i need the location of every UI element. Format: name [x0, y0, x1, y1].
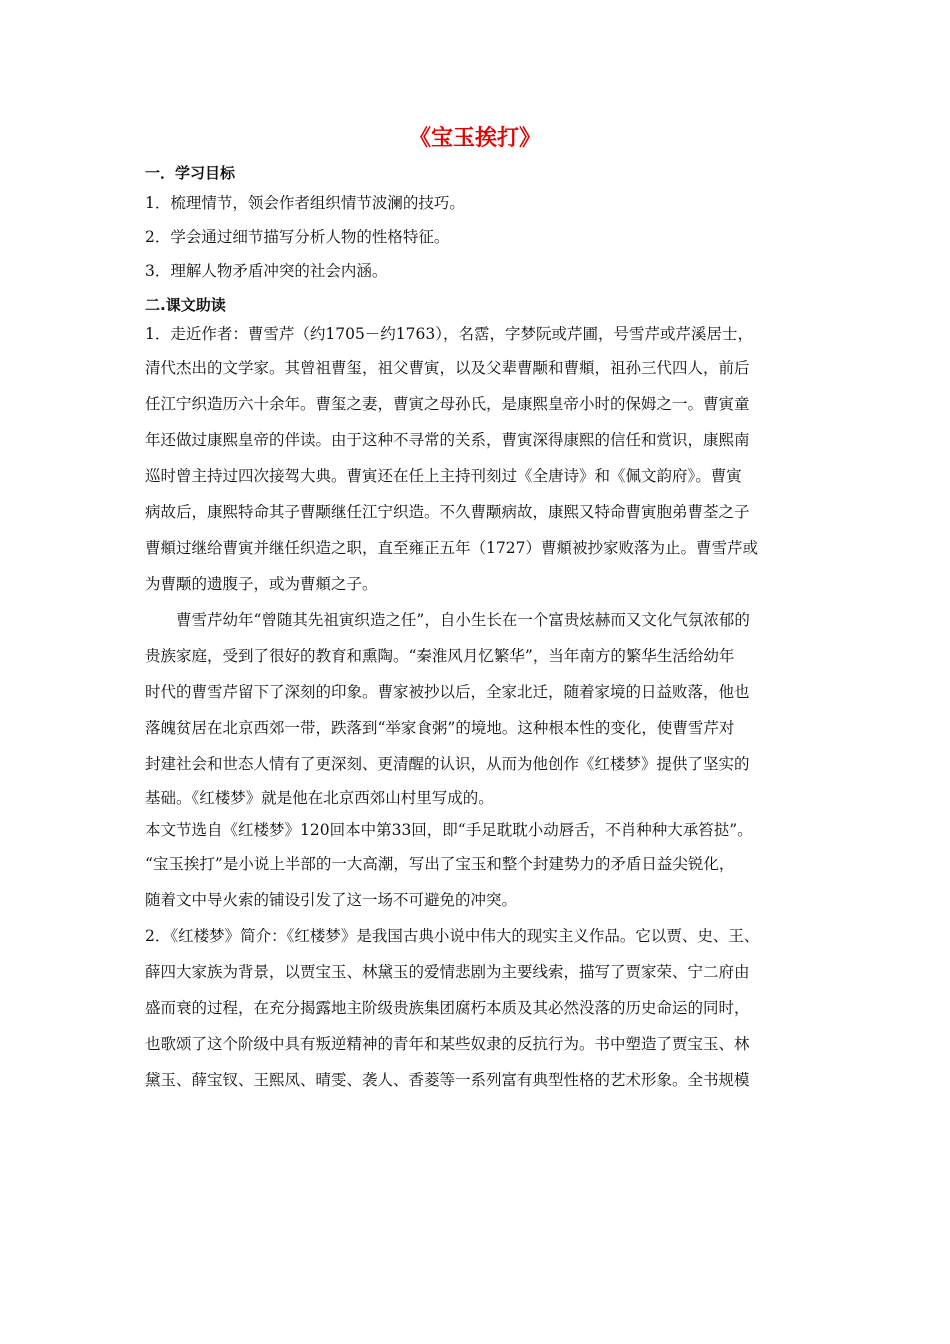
- text-line: 黛玉、薛宝钗、王熙凤、晴雯、袭人、香菱等一系列富有典型性格的艺术形象。全书规模: [145, 1071, 750, 1089]
- text-line: 病故后，康熙特命其子曹颙继任江宁织造。不久曹颙病故，康熙又特命曹寅胞弟曹荃之子: [145, 503, 750, 521]
- goal-item: 3．理解人物矛盾冲突的社会内涵。: [145, 262, 388, 280]
- goal-item: 1．梳理情节，领会作者组织情节波澜的技巧。: [145, 194, 465, 212]
- text-line: “宝玉挨打”是小说上半部的一大高潮，写出了宝玉和整个封建势力的矛盾日益尖锐化，: [145, 855, 735, 873]
- text-line: 随着文中导火索的铺设引发了这一场不可避免的冲突。: [145, 891, 518, 909]
- text-line: 也歌颂了这个阶级中具有叛逆精神的青年和某些奴隶的反抗行为。书中塑造了贾宝玉、林: [145, 1035, 750, 1053]
- text-line: 巡时曾主持过四次接驾大典。曹寅还在任上主持刊刻过《全唐诗》和《佩文韵府》。曹寅: [145, 467, 742, 485]
- text-line: 任江宁织造历六十余年。曹玺之妻，曹寅之母孙氏，是康熙皇帝小时的保姆之一。曹寅童: [145, 395, 750, 413]
- text-line: 薛四大家族为背景，以贾宝玉、林黛玉的爱情悲剧为主要线索，描写了贾家荣、宁二府由: [145, 963, 750, 981]
- text-line: 年还做过康熙皇帝的伴读。由于这种不寻常的关系，曹寅深得康熙的信任和赏识，康熙南: [145, 431, 750, 449]
- section-heading-goals: 一．学习目标: [145, 164, 236, 182]
- text-line: 1．走近作者：曹雪芹（约1705－约1763），名霑，字梦阮或芹圃，号雪芹或芹溪居士，: [145, 325, 754, 343]
- text-line: 时代的曹雪芹留下了深刻的印象。曹家被抄以后，全家北迁，随着家境的日益败落，他也: [145, 683, 750, 701]
- text-line: 为曹颙的遗腹子，或为曹頫之子。: [145, 575, 378, 593]
- text-line: 封建社会和世态人情有了更深刻、更清醒的认识，从而为他创作《红楼梦》提供了坚实的: [145, 755, 750, 773]
- text-line: 曹頫过继给曹寅并继任织造之职，直至雍正五年（1727）曹頫被抄家败落为止。曹雪芹或: [145, 539, 758, 557]
- section-heading-reading: 二.课文助读: [145, 296, 226, 314]
- document-title: 《宝玉挨打》: [408, 126, 541, 151]
- document-body: [145, 160, 825, 1098]
- text-line: 基础。《红楼梦》就是他在北京西郊山村里写成的。: [145, 789, 494, 807]
- text-line: 本文节选自《红楼梦》120回本中第33回，即“手足耽耽小动唇舌，不肖种种大承笞挞”。: [145, 821, 753, 839]
- goal-item: 2．学会通过细节描写分析人物的性格特征。: [145, 228, 450, 246]
- text-line: 落魄贫居在北京西郊一带，跌落到“举家食粥”的境地。这种根本性的变化，使曹雪芹对: [145, 719, 735, 737]
- text-line: 2．《红楼梦》简介：《红楼梦》是我国古典小说中伟大的现实主义作品。它以贾、史、王、: [145, 927, 760, 945]
- text-line: 清代杰出的文学家。其曾祖曹玺，祖父曹寅，以及父辈曹颙和曹頫，祖孙三代四人，前后: [145, 359, 750, 377]
- text-line: 盛而衰的过程，在充分揭露地主阶级贵族集团腐朽本质及其必然没落的历史命运的同时，: [145, 999, 750, 1017]
- text-line: 曹雪芹幼年“曾随其先祖寅织造之任”，自小生长在一个富贵炫赫而又文化气氛浓郁的: [176, 611, 750, 629]
- text-line: 贵族家庭，受到了很好的教育和熏陶。“秦淮风月忆繁华”，当年南方的繁华生活给幼年: [145, 647, 735, 665]
